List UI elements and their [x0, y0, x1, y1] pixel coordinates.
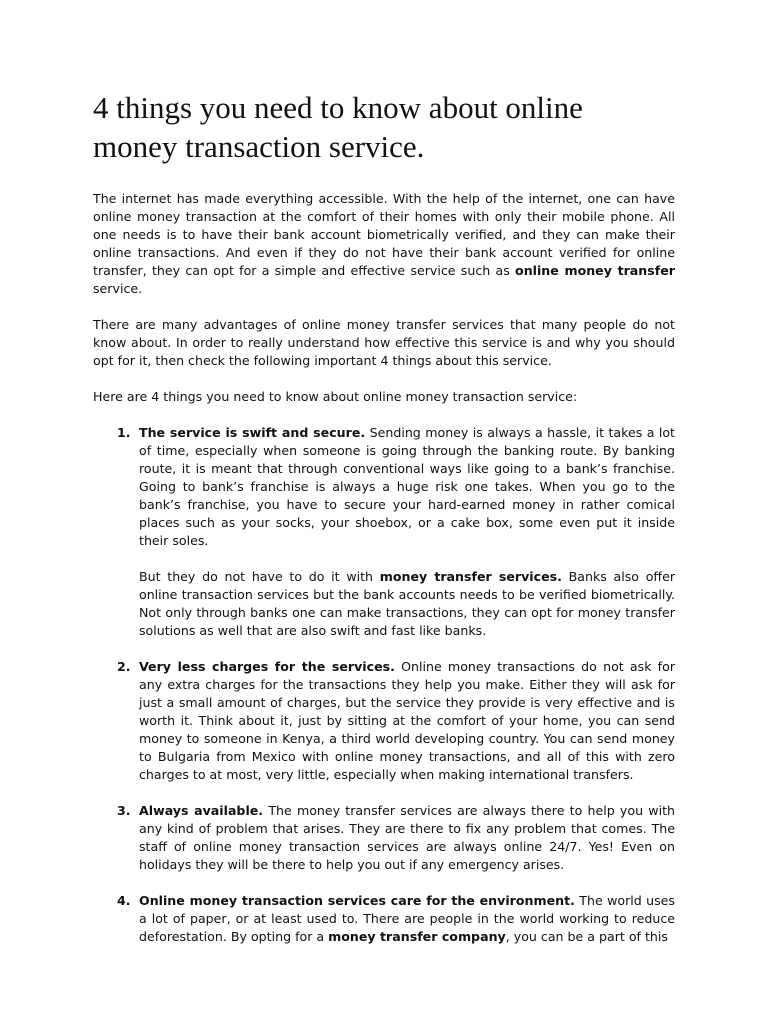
list-item-heading: Online money transaction services care for the environment.	[139, 893, 575, 908]
list-item-2-paragraph	[139, 658, 675, 784]
intro-paragraph-1	[93, 190, 675, 298]
list-item-heading: The service is swift and secure.	[139, 425, 366, 440]
list-item-bold-phrase: money transfer company	[328, 929, 506, 944]
things-list	[93, 424, 675, 946]
list-item-3-paragraph	[139, 802, 675, 874]
document-title: 4 things you need to know about online money transaction service.	[93, 90, 583, 164]
intro-p1-tail: service.	[93, 281, 143, 296]
list-item-heading: Very less charges for the services.	[139, 659, 395, 674]
list-item-4-paragraph	[139, 892, 675, 946]
list-item-4	[93, 892, 675, 946]
list-number: 3.	[117, 803, 131, 818]
list-item-text: The world uses a lot of paper, or at least used to. There are people in the world working to reduce deforestation. By opting for a	[139, 893, 675, 944]
list-number: 2.	[117, 659, 131, 674]
intro-paragraph-3: Here are 4 things you need to know about online money transaction service:	[93, 389, 578, 404]
list-item-1	[93, 424, 675, 640]
list-item-heading: Always available.	[139, 803, 264, 818]
list-number: 4.	[117, 893, 131, 908]
list-item-bold-phrase: money transfer services.	[379, 569, 562, 584]
list-item-1-paragraph-2	[139, 568, 675, 640]
list-item-text: The money transfer services are always there to help you with any kind of problem that arises. They are there to fix any problem that comes. The staff of online money transaction services are always online 24/7. Yes! Even on holidays they will be there to help you out if any emergency arises.	[139, 803, 675, 872]
intro-p1-text: The internet has made everything accessible. With the help of the internet, one can have online money transaction at the comfort of their homes with only their mobile phone. All one needs is to have their bank account biometrically verified, and they can make their online transactions. And even if they do not have their bank account verified for online transfer, they can opt for a simple and effective service such as	[93, 191, 675, 278]
list-item-1-paragraph	[139, 424, 675, 550]
list-item-text: , you can be a part of this	[505, 929, 668, 944]
intro-p1-bold: online money transfer	[515, 263, 675, 278]
list-item-text: Banks also offer online transaction services but the bank accounts needs to be verified biometrically. Not only through banks one can make transactions, they can opt for money transfer solutions as well that are also swift and fast like banks.	[139, 569, 676, 638]
list-item-3	[93, 802, 675, 874]
intro-paragraph-2: There are many advantages of online money transfer services that many people do not know about. In order to really understand how effective this service is and why you should opt for it, then check the following important 4 things about this service.	[93, 317, 675, 368]
list-number: 1.	[117, 425, 131, 440]
list-item-text: Sending money is always a hassle, it takes a lot of time, especially when someone is going through the banking route. By banking route, it is meant that through conventional ways like going to a bank’s franchise. Going to bank’s franchise is always a huge risk one takes. When you go to the bank’s franchise, you have to secure your hard-earned money in rather comical places such as your socks, your shoebox, or a cake box, some even put it inside their soles.	[139, 425, 675, 548]
list-item-2	[93, 658, 675, 784]
list-item-text: But they do not have to do it with	[139, 569, 380, 584]
list-item-text: Online money transactions do not ask for any extra charges for the transactions they help you make. Either they will ask for just a small amount of charges, but the service they provide is very effective and is worth it. Think about it, just by sitting at the comfort of your home, you can send money to someone in Kenya, a third world developing country. You can send money to Bulgaria from Mexico with online money transactions, and all of this with zero charges to at most, very little, especially when making international transfers.	[139, 659, 675, 782]
document-body	[93, 190, 675, 946]
